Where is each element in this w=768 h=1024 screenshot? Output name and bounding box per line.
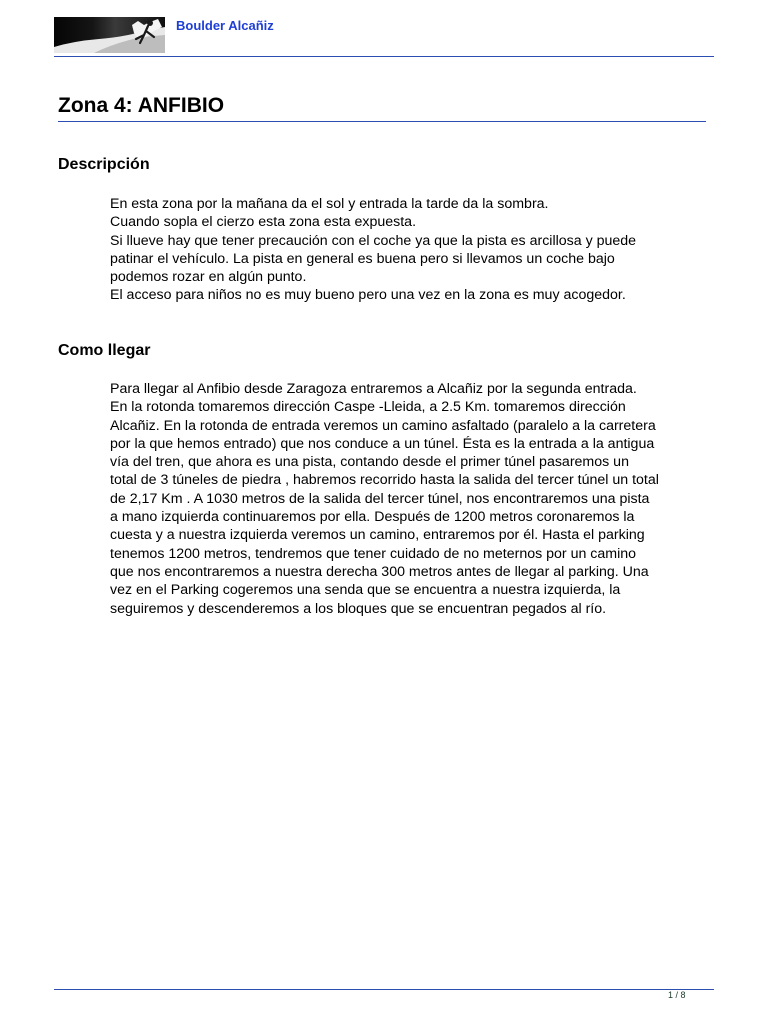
text-line: En la rotonda tomaremos dirección Caspe -Lleida, a 2.5 Km. tomaremos dirección (110, 399, 626, 416)
page-number: 1 / 8 (668, 990, 686, 1000)
text-line: El acceso para niños no es muy bueno pero una vez en la zona es muy acogedor. (110, 287, 626, 304)
text-line: por la que hemos entrado) que nos conduce a un túnel. Ésta es la entrada a la antigua (110, 435, 655, 452)
section-heading-descripcion: Descripción (58, 156, 150, 173)
text-line: podemos rozar en algún punto. (110, 269, 307, 286)
text-line: vez en el Parking cogeremos una senda que se encuentra a nuestra izquierda, la (110, 582, 621, 599)
text-line: Para llegar al Anfibio desde Zaragoza entraremos a Alcañiz por la segunda entrada. (110, 381, 637, 397)
title-divider (58, 121, 706, 122)
site-name[interactable]: Boulder Alcañiz (176, 18, 274, 33)
page-title: Zona 4: ANFIBIO (58, 94, 225, 117)
text-line: Cuando sopla el cierzo esta zona esta expuesta. (110, 214, 417, 231)
text-line: cuesta y a nuestra izquierda veremos un camino, entraremos por él. Hasta el parking (110, 527, 645, 544)
text-line: En esta zona por la mañana da el sol y entrada la tarde da la sombra. (110, 196, 549, 212)
text-line: total de 3 túneles de piedra , habremos recorrido hasta la salida del tercer túnel un total (110, 472, 659, 489)
text-line: vía del tren, que ahora es una pista, contando desde el primer túnel pasaremos un (110, 454, 629, 471)
text-line: que nos encontraremos a nuestra derecha 300 metros antes de llegar al parking. Una (110, 563, 649, 580)
text-line: patinar el vehículo. La pista en general es buena pero si llevamos un coche bajo (110, 250, 615, 267)
section-body-como-llegar (110, 380, 710, 618)
text-line: de 2,17 Km . A 1030 metros de la salida del tercer túnel, nos encontraremos una pista (110, 490, 650, 507)
header-divider (54, 56, 714, 57)
climber-boulder-photo-icon (54, 17, 165, 53)
text-line: a mano izquierda continuaremos por ella. Después de 1200 metros coronaremos la (110, 509, 635, 526)
text-line: seguiremos y descenderemos a los bloques que se encuentran pegados al río. (110, 600, 607, 617)
section-heading-como-llegar: Como llegar (58, 342, 151, 359)
section-body-descripcion (110, 195, 710, 305)
text-line: Alcañiz. En la rotonda de entrada veremos un camino asfaltado (paralelo a la carretera (110, 417, 656, 434)
text-line: Si llueve hay que tener precaución con el coche ya que la pista es arcillosa y puede (110, 232, 637, 249)
footer-divider (54, 989, 714, 990)
text-line: tenemos 1200 metros, tendremos que tener cuidado de no meternos por un camino (110, 545, 637, 562)
